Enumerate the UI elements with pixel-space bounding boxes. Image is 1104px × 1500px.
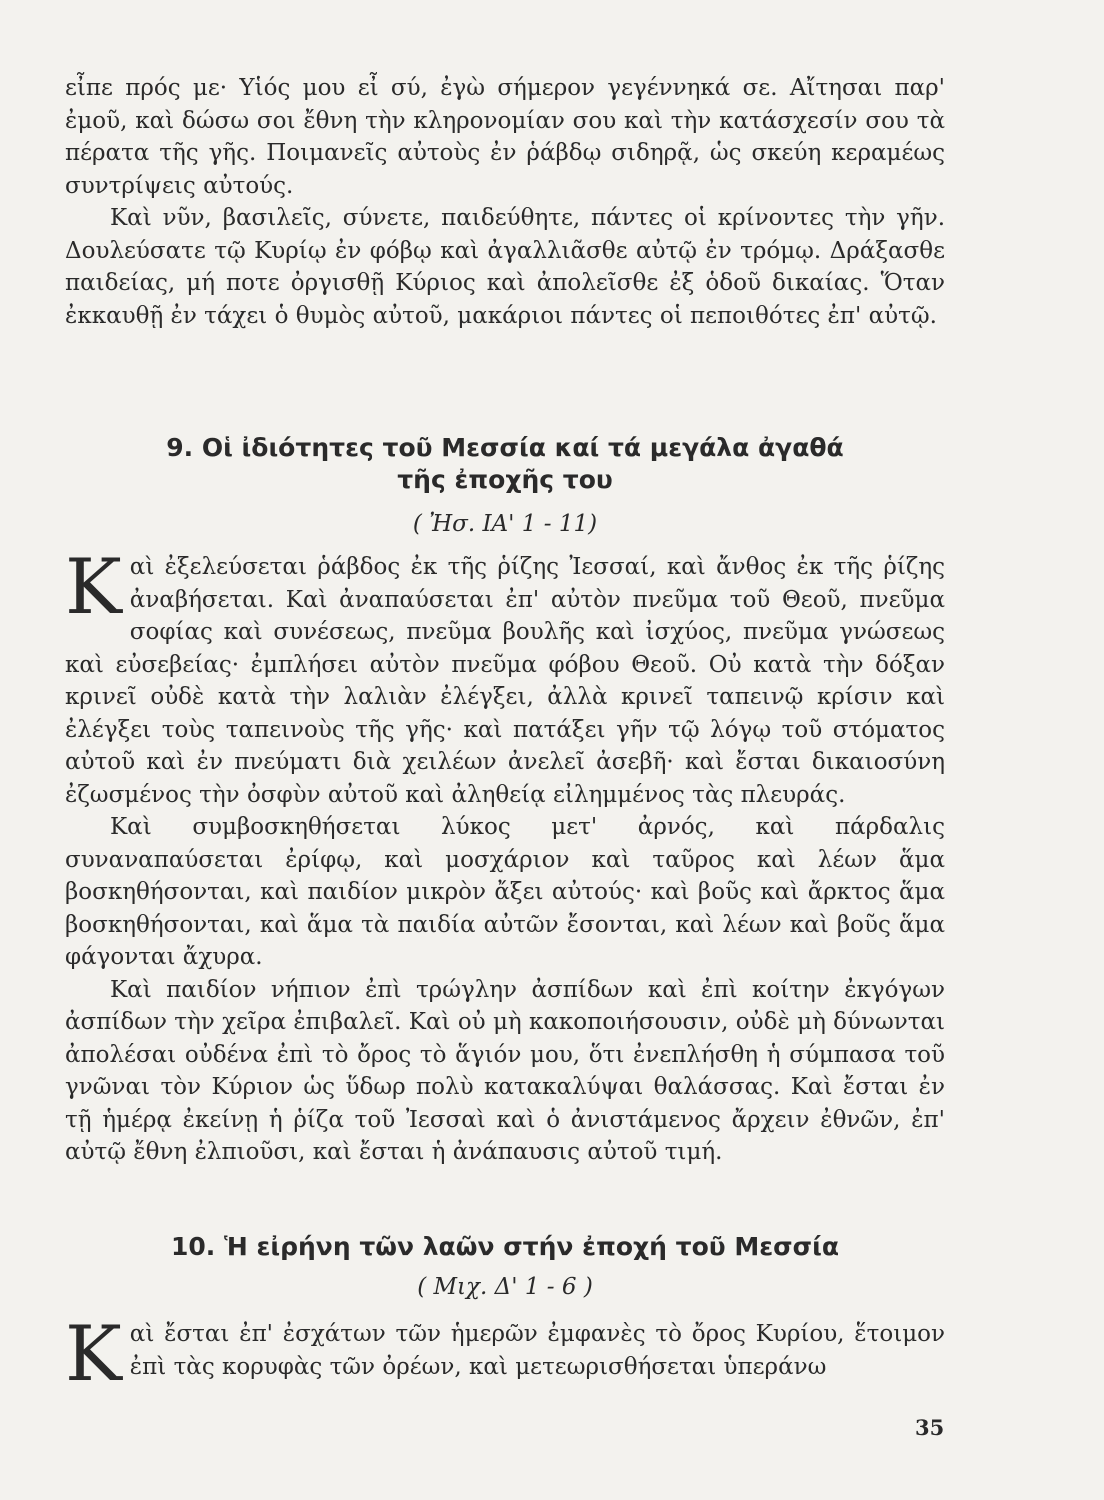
paragraph: Καὶ νῦν, βασιλεῖς, σύνετε, παιδεύθητε, πάντες οἱ κρίνοντες τὴν γῆν. Δουλεύσατε τῷ Κυρίῳ ἐν φόβῳ καὶ ἀγαλλιᾶσθε αὐτῷ ἐν τρόμῳ. Δράξασθε παιδείας, μή ποτε ὀργισθῇ Κύριος καὶ ἀπολεῖσθε ἐξ ὁδοῦ δικαίας. Ὅταν ἐκκαυθῇ ἐν τάχει ὁ θυμὸς αὐτοῦ, μακάριοι πάντες οἱ πεποιθότες ἐπ' αὐτῷ. — [65, 205, 945, 329]
page-number: 35 — [915, 1415, 945, 1440]
section-9-title-line1: 9. Οἱ ἰδιότητες τοῦ Μεσσία καί τά μεγάλα ἀγαθά — [166, 433, 844, 462]
paragraph: εἶπε πρός με· Υἱός μου εἶ σύ, ἐγὼ σήμερον γεγέννηκά σε. Αἴτησαι παρ' ἐμοῦ, καὶ δώσω σοι ἔθνη τὴν κληρονομίαν σου καὶ τὴν κατάσχεσίν σου τὰ πέρατα τῆς γῆς. Ποιμανεῖς αὐτοὺς ἐν ῥάβδῳ σιδηρᾷ, ὡς σκεύη κεραμέως συντρίψεις αὐτούς. — [65, 75, 945, 199]
paragraph-text: αὶ ἔσται ἐπ' ἐσχάτων τῶν ἡμερῶν ἐμφανὲς τὸ ὄρος Κυρίου, ἕτοιμον ἐπὶ τὰς κορυφὰς τῶν ὀρέων, καὶ μετεωρισθήσεται ὑπεράνω — [129, 1321, 945, 1380]
top-text — [65, 72, 945, 332]
section-9-title — [65, 432, 945, 496]
paragraph: Καὶ παιδίον νήπιον ἐπὶ τρώγλην ἀσπίδων καὶ ἐπὶ κοίτην ἐκγόγων ἀσπίδων τὴν χεῖρα ἐπιβαλεῖ. Καὶ οὐ μὴ κακοποιήσουσιν, οὐδὲ μὴ δύνωνται ἀπολέσαι οὐδένα ἐπὶ τὸ ὄρος τὸ ἅγιόν μου, ὅτι ἐνεπλήσθη ἡ σύμπασα τοῦ γνῶναι τὸν Κύριον ὡς ὕδωρ πολὺ κατακαλύψαι θαλάσσας. Καὶ ἔσται ἐν τῇ ἡμέρᾳ ἐκείνῃ ἡ ῥίζα τοῦ Ἰεσσαὶ καὶ ὁ ἀνιστάμενος ἄρχειν ἐθνῶν, ἐπ' αὐτῷ ἔθνη ἐλπιοῦσι, καὶ ἔσται ἡ ἀνάπαυσις αὐτοῦ τιμή. — [65, 976, 945, 1165]
paragraph — [65, 1309, 945, 1398]
section-10-title: 10. Ἡ εἰρήνη τῶν λαῶν στήν ἐποχή τοῦ Μεσσία — [170, 1232, 840, 1261]
paragraph: Καὶ συμβοσκηθήσεται λύκος μετ' ἀρνός, καὶ πάρδαλις συναναπαύσεται ἐρίφῳ, καὶ μοσχάριον καὶ ταῦρος καὶ λέων ἅμα βοσκηθήσονται, καὶ παιδίον μικρὸν ἄξει αὐτούς· καὶ βοῦς καὶ ἄρκτος ἅμα βοσκηθήσονται, καὶ ἅμα τὰ παιδία αὐτῶν ἔσονται, καὶ λέων καὶ βοῦς ἅμα φάγονται ἄχυρα. — [65, 814, 945, 970]
paragraph — [65, 542, 945, 811]
drop-cap: Κ — [65, 1309, 122, 1398]
section-10-reference: ( Μιχ. Δ' 1 - 6 ) — [417, 1274, 593, 1300]
section-9-title-line2: τῆς ἐποχῆς του — [397, 465, 613, 494]
section-9-reference: ( Ἠσ. ΙΑ' 1 - 11) — [412, 511, 598, 537]
section-9-body — [65, 542, 945, 1169]
section-10-body — [65, 1309, 945, 1398]
paragraph-text: αὶ ἐξελεύσεται ῥάβδος ἐκ τῆς ῥίζης Ἰεσσαί, καὶ ἄνθος ἐκ τῆς ῥίζης ἀναβήσεται. Καὶ ἀναπαύσεται ἐπ' αὐτὸν πνεῦμα τοῦ Θεοῦ, πνεῦμα σοφίας καὶ συνέσεως, πνεῦμα βουλῆς καὶ ἰσχύος, πνεῦμα γνώσεως καὶ εὐσεβείας· ἐμπλήσει αὐτὸν πνεῦμα φόβου Θεοῦ. Οὐ κατὰ τὴν δόξαν κρινεῖ οὐδὲ κατὰ τὴν λαλιὰν ἐλέγξει, ἀλλὰ κρινεῖ ταπεινῷ κρίσιν καὶ ἐλέγξει τοὺς ταπεινοὺς τῆς γῆς· καὶ πατάξει γῆν τῷ λόγῳ τοῦ στόματος αὐτοῦ καὶ ἐν πνεύματι διὰ χειλέων ἀνελεῖ ἀσεβῆ· καὶ ἔσται δικαιοσύνη ἐζωσμένος τὴν ὀσφὺν αὐτοῦ καὶ ἀληθείᾳ εἰλημμένος τὰς πλευράς. — [65, 554, 945, 808]
drop-cap: Κ — [65, 542, 122, 631]
